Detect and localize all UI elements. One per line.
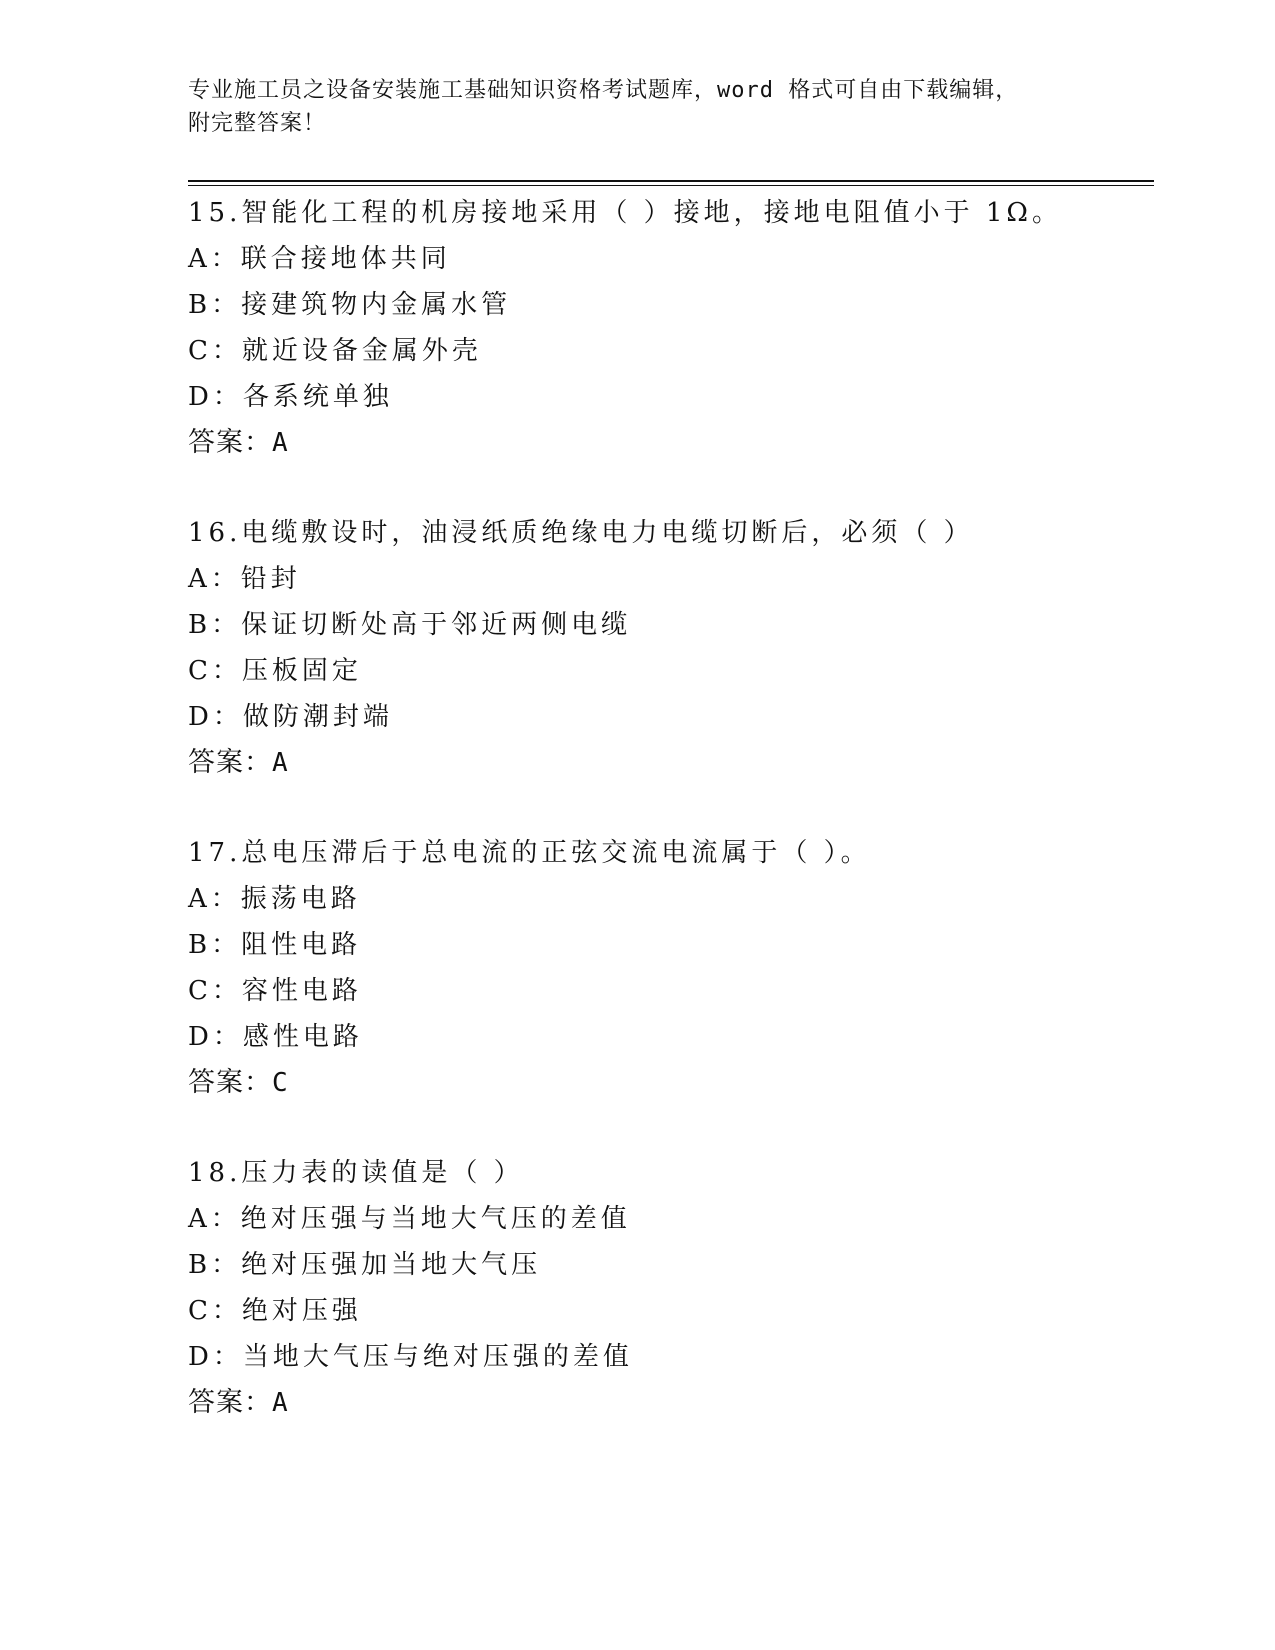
option-d: D：感性电路 xyxy=(188,1022,363,1052)
answer-label: 答案： xyxy=(188,1067,272,1098)
document-header xyxy=(188,74,1068,140)
question-15 xyxy=(188,190,1154,466)
header-divider-thick xyxy=(188,180,1154,182)
header-divider-thin xyxy=(188,185,1154,186)
answer-line xyxy=(188,420,1154,466)
option-d: D：当地大气压与绝对压强的差值 xyxy=(188,1342,633,1372)
option-c: C：压板固定 xyxy=(188,656,362,686)
option-b: B：接建筑物内金属水管 xyxy=(188,290,512,320)
option-b: B：保证切断处高于邻近两侧电缆 xyxy=(188,610,632,640)
option-d: D：各系统单独 xyxy=(188,382,393,412)
answer-line xyxy=(188,740,1154,786)
answer-line xyxy=(188,1060,1154,1106)
header-line-2: 附完整答案！ xyxy=(188,111,327,136)
answer-label: 答案： xyxy=(188,427,272,458)
option-b: B：阻性电路 xyxy=(188,930,362,960)
option-c: C：容性电路 xyxy=(188,976,362,1006)
option-b: B：绝对压强加当地大气压 xyxy=(188,1250,542,1280)
option-d: D：做防潮封端 xyxy=(188,702,393,732)
question-stem: 18.压力表的读值是（ ） xyxy=(188,1158,524,1188)
question-17 xyxy=(188,830,1154,1106)
question-stem: 16.电缆敷设时，油浸纸质绝缘电力电缆切断后，必须（ ） xyxy=(188,518,974,548)
answer-label: 答案： xyxy=(188,1387,272,1418)
question-16 xyxy=(188,510,1154,786)
answer-value: A xyxy=(272,748,289,778)
header-line-1: 专业施工员之设备安装施工基础知识资格考试题库，word 格式可自由下载编辑， xyxy=(188,78,1019,103)
question-stem: 15.智能化工程的机房接地采用（ ）接地，接地电阻值小于 1Ω。 xyxy=(188,198,1062,228)
option-a: A：绝对压强与当地大气压的差值 xyxy=(188,1204,631,1234)
answer-value: C xyxy=(272,1068,289,1098)
option-a: A：铅封 xyxy=(188,564,301,594)
option-a: A：振荡电路 xyxy=(188,884,361,914)
option-a: A：联合接地体共同 xyxy=(188,244,451,274)
answer-value: A xyxy=(272,428,289,458)
option-c: C：绝对压强 xyxy=(188,1296,362,1326)
question-stem: 17.总电压滞后于总电流的正弦交流电流属于（ ）。 xyxy=(188,838,871,868)
option-c: C：就近设备金属外壳 xyxy=(188,336,482,366)
question-18 xyxy=(188,1150,1154,1426)
answer-line xyxy=(188,1380,1154,1426)
answer-value: A xyxy=(272,1388,289,1418)
answer-label: 答案： xyxy=(188,747,272,778)
